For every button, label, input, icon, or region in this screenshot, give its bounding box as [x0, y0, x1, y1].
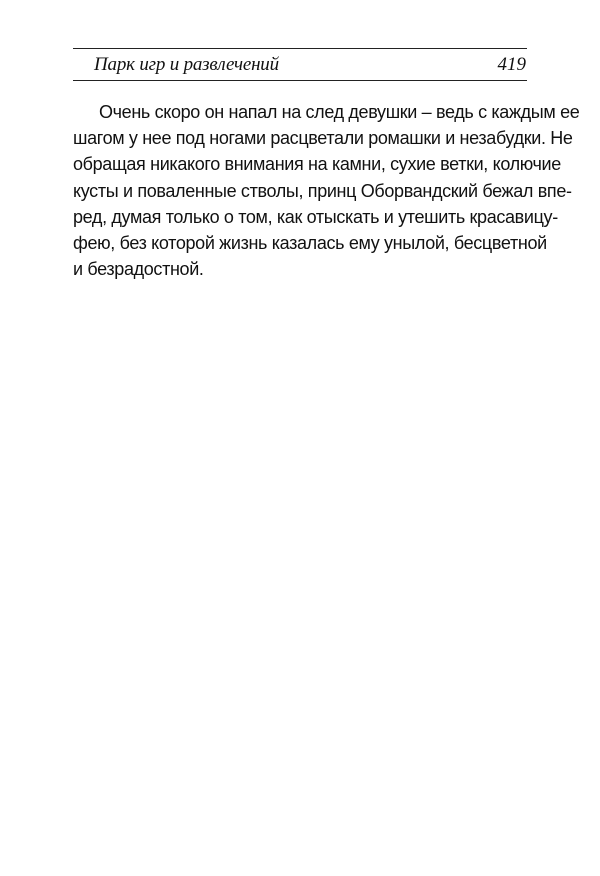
page-number: 419: [497, 54, 526, 75]
text-line: Очень скоро он напал на след девушки – ведь с каждым ее: [99, 102, 580, 122]
page-header: [73, 48, 527, 81]
running-title: Парк игр и развлечений: [94, 54, 279, 75]
body-paragraph: [73, 99, 580, 282]
text-line: и безрадостной.: [73, 259, 204, 280]
text-line: фею, без которой жизнь казалась ему унылой, бесцветной: [73, 233, 547, 254]
text-line: обращая никакого внимания на камни, сухие ветки, колючие: [73, 154, 561, 175]
text-line: кусты и поваленные стволы, принц Оборвандский бежал впе-: [73, 180, 572, 201]
text-line: шагом у нее под ногами расцветали ромашки и незабудки. Не: [73, 128, 573, 149]
text-line: ред, думая только о том, как отыскать и утешить красавицу-: [73, 206, 558, 227]
